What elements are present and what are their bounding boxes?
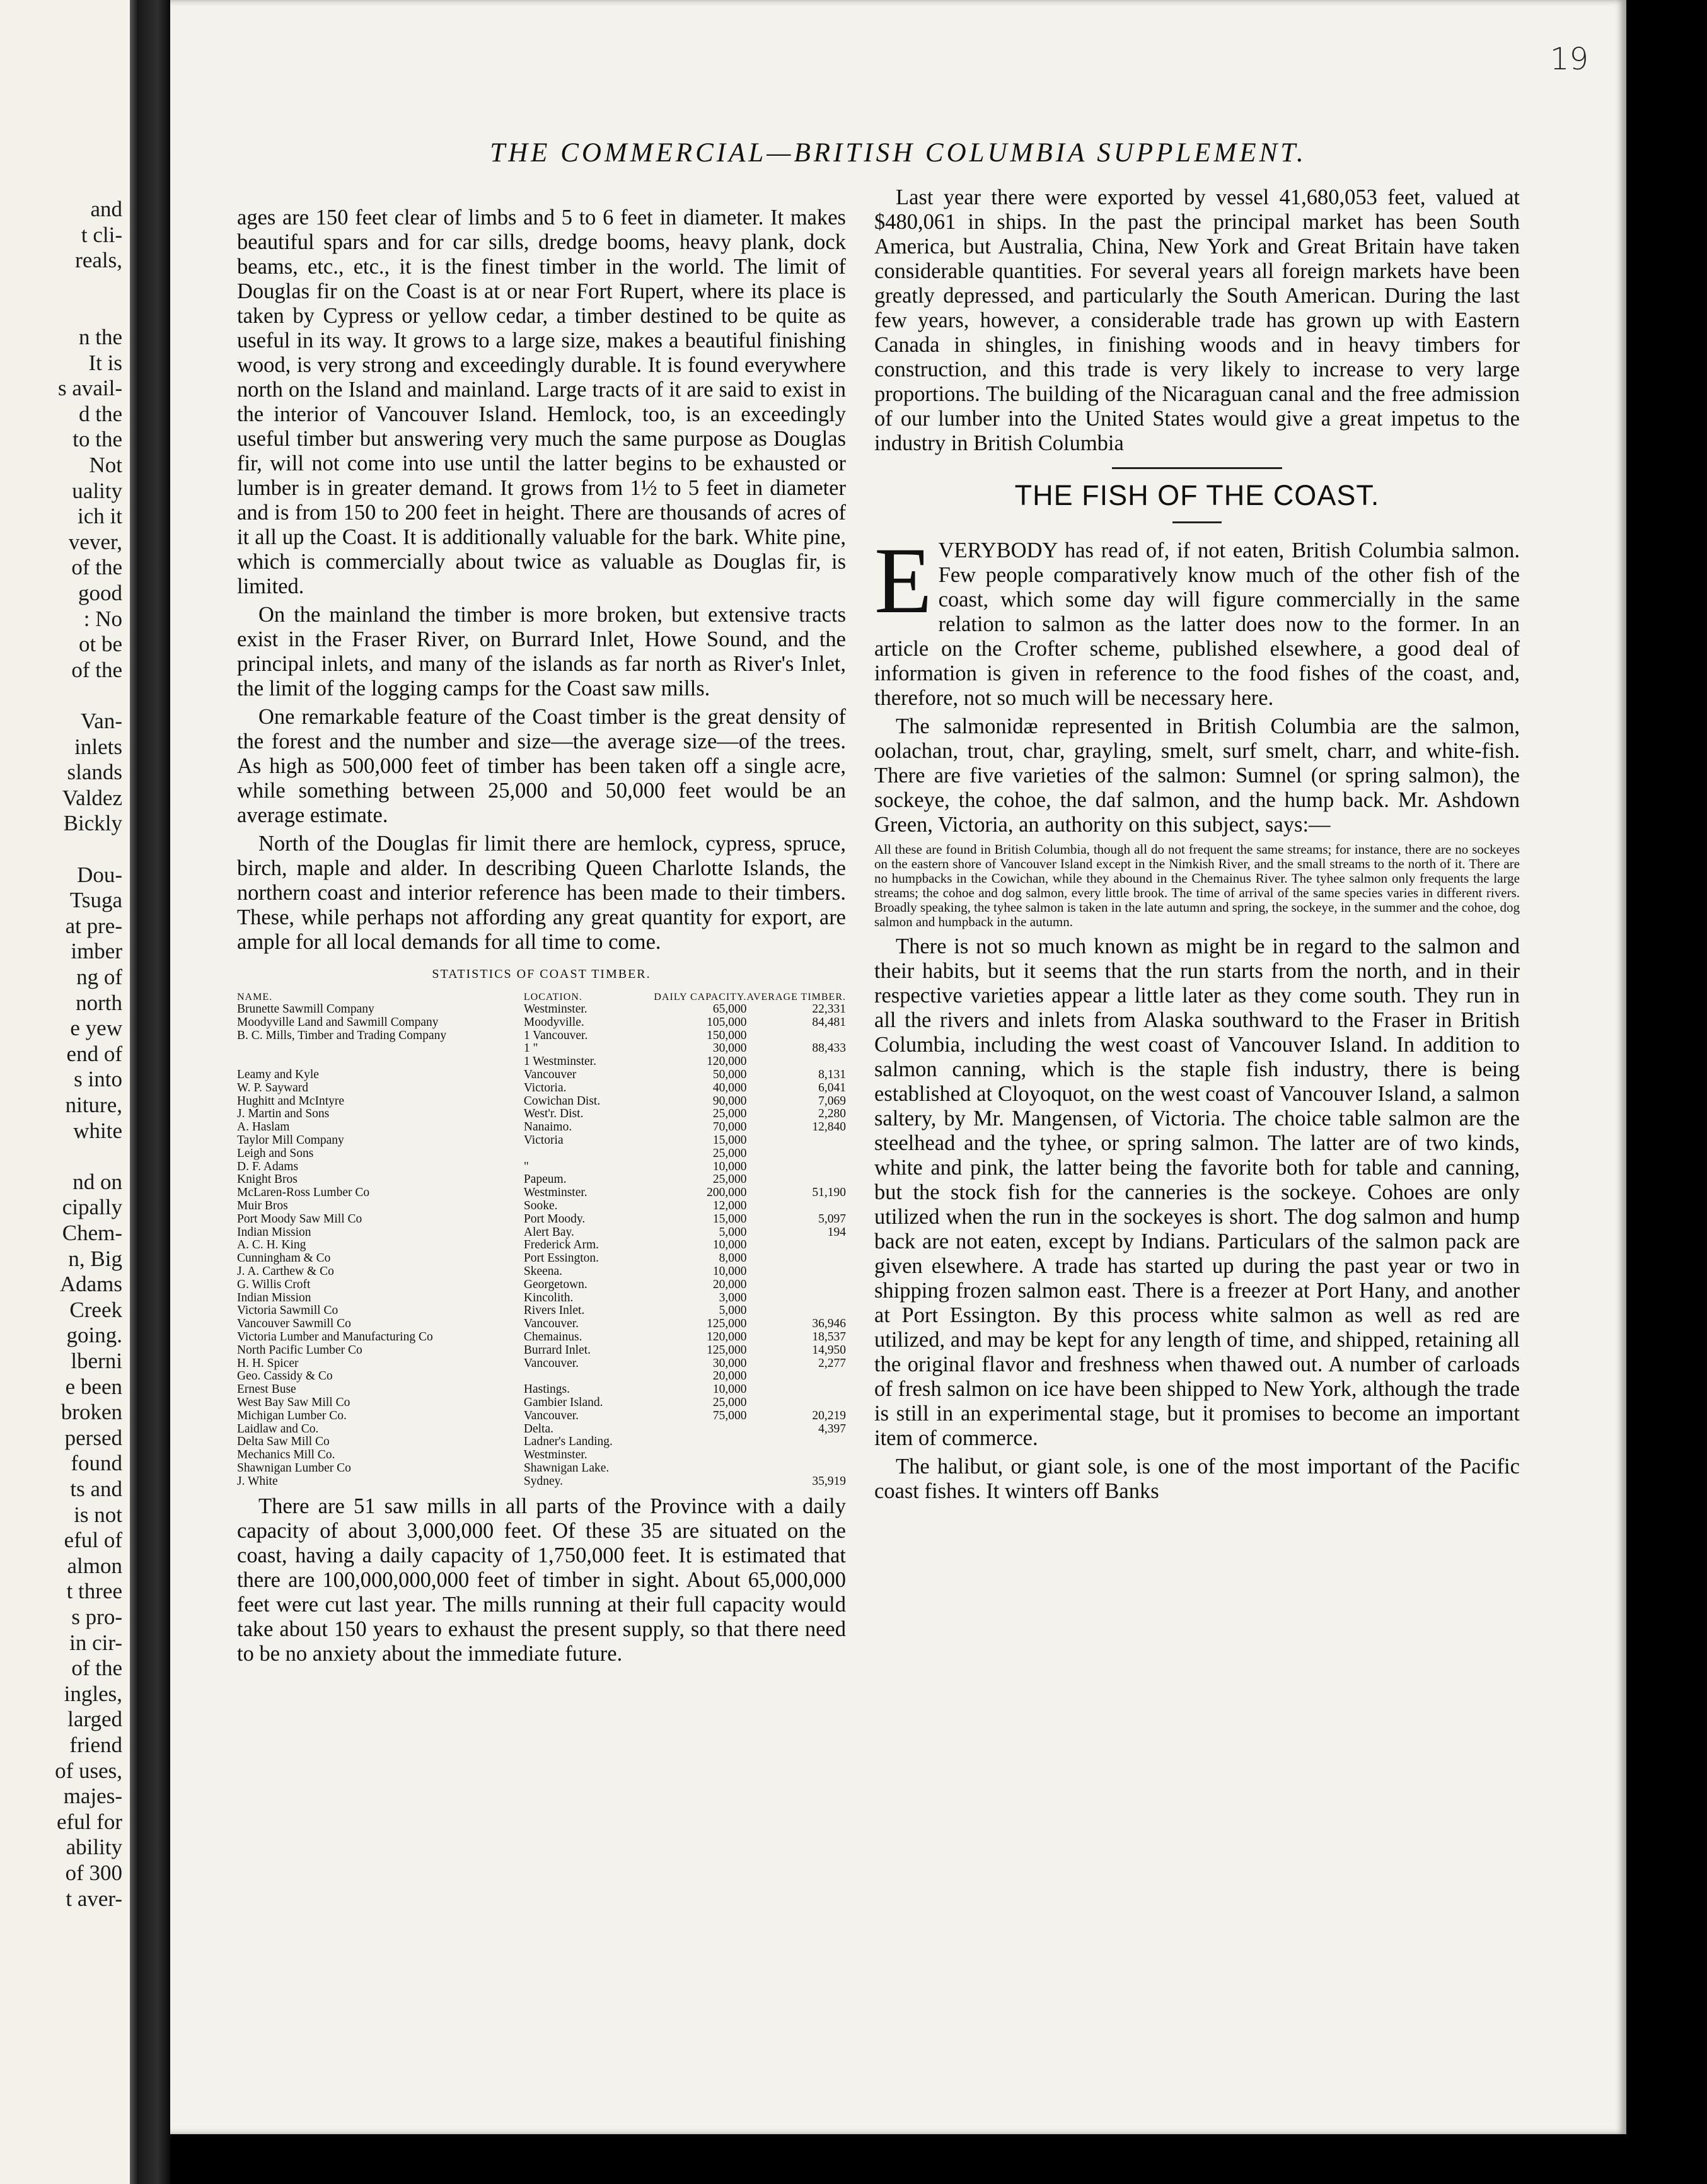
mill-location: Frederick Arm.: [523, 1238, 599, 1252]
fragment-line: of the: [71, 1656, 122, 1681]
mill-location: Alert Bay.: [523, 1225, 574, 1239]
fragment-line: end of: [66, 1041, 122, 1066]
fragment-line: d the: [78, 401, 122, 426]
mill-location: ": [523, 1159, 529, 1173]
mill-name: Mechanics Mill Co.: [237, 1448, 335, 1462]
mill-location: Moodyville.: [523, 1015, 584, 1029]
mill-location: Vancouver: [523, 1067, 577, 1081]
mill-capacity: 5,000: [719, 1225, 747, 1239]
stats-header-capacity: DAILY CAPACITY.: [654, 992, 747, 1002]
stats-row: [237, 1304, 846, 1318]
mill-location: Vancouver.: [523, 1409, 579, 1422]
mill-name: Indian Mission: [237, 1291, 311, 1304]
stats-header-location: LOCATION.: [523, 992, 582, 1002]
fragment-line: is not: [74, 1502, 122, 1527]
mill-name: A. C. H. King: [237, 1238, 306, 1252]
fragment-line: ng of: [76, 965, 122, 989]
stats-row: [237, 1121, 846, 1134]
fragment-line: to the: [72, 427, 122, 452]
mill-capacity: 25,000: [712, 1107, 747, 1121]
mill-name: North Pacific Lumber Co: [237, 1343, 362, 1357]
mill-average: [746, 1055, 846, 1069]
stats-row: [237, 1449, 846, 1462]
stats-row: [237, 1436, 846, 1449]
mill-location: Vancouver.: [523, 1317, 579, 1331]
mill-average: [746, 1370, 846, 1383]
page-edge: [130, 0, 139, 2184]
fragment-line: almon: [67, 1553, 122, 1578]
timber-paragraph-5: There are 51 saw mills in all parts of the Province with a daily capacity of about 3,000,000 feet. Of these 35 are situated on the coast, having a daily capacity of 1,750,000 feet. It is estimated that there are 100,000,000,000 feet of timber in sight. About 65,000,000 feet were cut last year. The mills running at their full capacity would take about 150 years to exhaust the present supply, so that there need to be no anxiety about the immediate future.: [237, 1494, 846, 1666]
fragment-line: t aver-: [66, 1886, 122, 1911]
stats-row: [237, 1410, 846, 1423]
fragment-line: niture,: [65, 1093, 122, 1117]
fragment-line: e been: [65, 1374, 122, 1399]
mill-capacity: 30,000: [712, 1356, 747, 1370]
stats-row: [237, 1108, 846, 1121]
mill-capacity: [654, 1462, 746, 1475]
fragment-line: Tsuga: [69, 888, 122, 913]
stats-row: [237, 1200, 846, 1213]
fragment-line: vever,: [68, 529, 122, 554]
mill-average: 18,537: [812, 1330, 846, 1344]
stats-row: [237, 1279, 846, 1292]
mill-average: [746, 1265, 846, 1279]
mill-name: J. Martin and Sons: [237, 1107, 330, 1121]
fragment-line: : No: [83, 606, 122, 631]
mill-location: Port Moody.: [523, 1212, 586, 1226]
mill-name: [237, 1042, 524, 1055]
mill-average: 2,277: [818, 1356, 846, 1370]
fragment-line: reals,: [75, 248, 122, 273]
fragment-line: imber: [71, 939, 122, 964]
stats-row: [237, 1318, 846, 1331]
mill-location: [524, 1147, 654, 1161]
mill-name: Vancouver Sawmill Co: [237, 1317, 351, 1331]
mill-name: Victoria Sawmill Co: [237, 1304, 339, 1318]
mill-average: [746, 1252, 846, 1265]
mill-average: 12,840: [812, 1120, 846, 1134]
mill-average: [746, 1147, 846, 1161]
mill-average: 8,131: [818, 1067, 846, 1081]
fragment-line: Creek: [69, 1297, 122, 1322]
stats-header-average: AVERAGE TIMBER.: [746, 992, 846, 1002]
mill-location: Cowichan Dist.: [523, 1094, 601, 1108]
fragment-line: Not: [89, 453, 122, 477]
stats-table-title: STATISTICS OF COAST TIMBER.: [432, 967, 651, 981]
fragment-line: ich it: [78, 504, 122, 529]
mill-name: A. Haslam: [237, 1120, 290, 1134]
mill-location: Westminster.: [523, 1002, 587, 1016]
fragment-line: found: [71, 1451, 122, 1476]
fragment-line: going.: [66, 1323, 122, 1348]
mill-location: Victoria: [523, 1133, 564, 1147]
mill-capacity: 12,000: [712, 1199, 747, 1212]
mill-capacity: 50,000: [712, 1067, 747, 1081]
mill-average: [746, 1397, 846, 1410]
mill-name: Ernest Buse: [237, 1383, 296, 1397]
stats-row: [237, 1265, 846, 1279]
fragment-line: Bickly: [63, 811, 122, 836]
mill-name: Hughitt and McIntyre: [237, 1094, 345, 1108]
mill-location: Nanaimo.: [523, 1120, 572, 1134]
mill-location: Port Essington.: [523, 1252, 599, 1265]
stats-row: [237, 1423, 846, 1436]
mill-name: Knight Bros: [237, 1173, 298, 1187]
fragment-line: lberni: [71, 1349, 122, 1373]
fragment-line: uality: [72, 478, 122, 503]
mill-name: Muir Bros: [237, 1199, 288, 1212]
mill-name: B. C. Mills, Timber and Trading Company: [237, 1028, 447, 1042]
mill-capacity: 200,000: [707, 1186, 747, 1200]
mill-average: [746, 1030, 846, 1043]
drop-cap: E: [874, 528, 932, 633]
stats-row: [237, 1383, 846, 1397]
mill-location: [524, 1370, 654, 1383]
fragment-line: Dou-: [77, 862, 122, 887]
mill-name: J. White: [237, 1474, 278, 1488]
mill-average: [746, 1449, 846, 1462]
right-column: [874, 185, 1520, 1507]
fragment-line: inlets: [74, 734, 122, 759]
mill-name: West Bay Saw Mill Co: [237, 1395, 350, 1409]
fish-paragraph-2: The salmonidæ represented in British Columbia are the salmon, oolachan, trout, char, grayling, smelt, surf smelt, charr, and white-fish. There are five varieties of the salmon: Sumnel (or spring salmon), the sockeye, the cohoe, the daf salmon, and the hump back. Mr. Ashdown Green, Victoria, an authority on this subject, says:—: [874, 714, 1520, 837]
fragment-line: Chem-: [62, 1221, 122, 1245]
mill-location: 1 Westminster.: [523, 1055, 596, 1069]
stats-row: [237, 1475, 846, 1489]
stats-row: [237, 1173, 846, 1187]
mill-location: Papeum.: [523, 1173, 567, 1187]
mill-capacity: 70,000: [712, 1120, 747, 1134]
mill-capacity: 20,000: [712, 1369, 747, 1383]
fragment-line: nd on: [72, 1169, 122, 1194]
mill-average: [746, 1383, 846, 1397]
mill-capacity: 120,000: [707, 1330, 747, 1344]
mill-average: 6,041: [818, 1081, 846, 1095]
mill-name: Moodyville Land and Sawmill Company: [237, 1015, 439, 1029]
mill-capacity: 10,000: [712, 1383, 747, 1397]
timber-paragraph-1: ages are 150 feet clear of limbs and 5 to 6 feet in diameter. It makes beautiful spars and for car sills, dredge booms, heavy plank, dock beams, etc., etc., it is the finest timber in the world. The limit of Douglas fir on the Coast is at or near Fort Rupert, where its place is taken by Cypress or yellow cedar, a timber destined to be quite as useful in its way. It grows to a large size, makes a beautiful finishing wood, is very strong and exceedingly durable. It is found everywhere north on the Island and mainland. Large tracts of it are said to exist in the interior of Vancouver Island. Hemlock, too, is an exceedingly useful timber but answering very much the same purpose as Douglas fir, will not come into use until the latter begins to be exhausted or lumber is in greater demand. It grows from 1½ to 5 feet in diameter and is from 150 to 200 feet in height. There are thousands of acres of it all up the Coast. It is additionally valuable for the bark. White pine, which is commercially about twice as valuable as Douglas fir, is limited.: [237, 206, 846, 598]
stats-row: [237, 1397, 846, 1410]
mill-location: Shawnigan Lake.: [523, 1461, 610, 1475]
mill-capacity: 150,000: [707, 1028, 747, 1042]
fragment-line: t three: [66, 1579, 122, 1604]
mill-location: Kincolith.: [523, 1291, 574, 1304]
mill-name: Taylor Mill Company: [237, 1133, 344, 1147]
mill-name: Geo. Cassidy & Co: [237, 1369, 333, 1383]
fragment-line: ts and: [70, 1477, 122, 1501]
mill-name: J. A. Carthew & Co: [237, 1264, 334, 1278]
mill-capacity: 5,000: [719, 1304, 747, 1318]
mill-capacity: [654, 1449, 746, 1462]
fish-paragraph-1: [874, 528, 1520, 711]
stats-row: [237, 1357, 846, 1371]
fragment-line: s pro-: [71, 1605, 122, 1629]
fragment-line: e yew: [70, 1016, 122, 1041]
mill-average: [746, 1239, 846, 1252]
stats-row: [237, 1016, 846, 1030]
mill-average: [746, 1304, 846, 1318]
running-head: THE COMMERCIAL—BRITISH COLUMBIA SUPPLEMENT.: [490, 138, 1307, 168]
fragment-line: persed: [64, 1425, 122, 1450]
mill-name: Cunningham & Co: [237, 1252, 331, 1265]
mill-name: Indian Mission: [237, 1225, 311, 1239]
mill-name: W. P. Sayward: [237, 1081, 309, 1095]
mill-capacity: 10,000: [712, 1238, 747, 1252]
mill-name: Delta Saw Mill Co: [237, 1435, 330, 1449]
mill-name: H. H. Spicer: [237, 1356, 299, 1370]
mill-location: Hastings.: [523, 1383, 570, 1397]
fragment-line: Valdez: [62, 785, 122, 810]
mill-average: [746, 1279, 846, 1292]
mill-capacity: [654, 1436, 746, 1449]
fragment-line: It is: [88, 350, 122, 375]
title-underline: [1172, 521, 1222, 523]
mill-location: Georgetown.: [523, 1277, 587, 1291]
mill-average: 22,331: [812, 1002, 846, 1016]
mill-capacity: 65,000: [712, 1002, 747, 1016]
mill-name: Port Moody Saw Mill Co: [237, 1212, 362, 1226]
mill-location: Burrard Inlet.: [523, 1343, 591, 1357]
stats-row: [237, 1095, 846, 1108]
timber-paragraph-3: One remarkable feature of the Coast timber is the great density of the forest and the number and size—the average size—of the trees. As high as 500,000 feet of timber has been taken off a single acre, while something between 25,000 and 50,000 feet would be an average estimate.: [237, 705, 846, 827]
fragment-line: and: [90, 197, 122, 221]
mill-capacity: 10,000: [712, 1159, 747, 1173]
mill-average: [746, 1436, 846, 1449]
fragment-line: at pre-: [65, 913, 122, 938]
fragment-line: broken: [61, 1400, 122, 1425]
mill-capacity: 30,000: [712, 1042, 747, 1055]
stats-row: [237, 1187, 846, 1200]
fragment-line: s into: [74, 1067, 122, 1092]
mill-name: G. Willis Croft: [237, 1277, 311, 1291]
mill-capacity: 25,000: [712, 1395, 747, 1409]
stats-row: [237, 1042, 846, 1055]
mill-name: D. F. Adams: [237, 1159, 299, 1173]
mill-average: 36,946: [812, 1317, 846, 1331]
mill-location: Chemainus.: [523, 1330, 582, 1344]
stats-row: [237, 1239, 846, 1252]
stats-row: [237, 1213, 846, 1226]
stats-row: [237, 1161, 846, 1174]
mill-name: McLaren-Ross Lumber Co: [237, 1186, 370, 1200]
fragment-line: eful of: [64, 1528, 122, 1553]
timber-paragraph-4: North of the Douglas fir limit there are hemlock, cypress, spruce, birch, maple and alder. In describing Queen Charlotte Islands, the northern coast and interior reference has been made to their timbers. These, while perhaps not affording any great quantity for export, are ample for all local demands for all time to come.: [237, 832, 846, 954]
stats-row: [237, 1370, 846, 1383]
facing-page-fragment: [0, 0, 139, 2184]
page-number: 19: [1549, 42, 1588, 77]
left-column: [237, 206, 846, 1670]
mill-average: 14,950: [812, 1343, 846, 1357]
mill-location: Vancouver.: [523, 1356, 579, 1370]
mill-name: Laidlaw and Co.: [237, 1422, 319, 1436]
fish-paragraph-3: There is not so much known as might be in regard to the salmon and their habits, but it seems that the run starts from the north, and in their respective varieties appear a little later as they come south. They run in all the rivers and inlets from Alaska southward to the Fraser in British Columbia, including the west coast of Vancouver Island. In addition to salmon canning, which is the staple fish industry, there is being established at Cloyoquot, on the west coast of Vancouver Island, a salmon saltery, by Mr. Mangensen, of Victoria. The choice table salmon are the steelhead and the tyhee, or spring salmon. The latter are of two kinds, white and pink, the latter being the favorite both for table and canning, but the stock fish for the canneries is the sockeye. Cohoes are only utilized when the run in the sockeyes is short. The dog salmon and hump back are not eaten, except by Indians. Particulars of the salmon pack are given elsewhere. A trade has started up during the past year or two in shipping frozen salmon east. There is a freezer at Port Hany, and another at Port Essington. By this process white salmon as well as red are utilized, and may be kept for any length of time, and shipped, retaining all the original flavor and freshness when thawed out. A number of carloads of fresh salmon on ice have been shipped to New York, although the trade is still in an experimental stage, but it promises to become an important item of commerce.: [874, 934, 1520, 1450]
section-divider: [1112, 467, 1282, 469]
fragment-line: majes-: [63, 1784, 122, 1809]
mill-name: [237, 1055, 524, 1069]
green-quote: All these are found in British Columbia, though all do not frequent the same streams; for instance, there are no sockeyes on the eastern shore of Vancouver Island except in the Nimkish River, and the small streams to the north of it. There are no humpbacks in the Cowichan, while they abound in the Chemainus River. The tyhee salmon only frequents the large streams; the cohoe and dog salmon, every little brook. The time of arrival of the same species varies in different rivers. Broadly speaking, the tyhee salmon is taken in the late autumn and spring, the sockeye, in the summer and the cohoe, dog salmon and humpback in the autumn.: [874, 842, 1520, 929]
fragment-line: n, Big: [68, 1246, 122, 1271]
mill-average: 2,280: [818, 1107, 846, 1121]
fragment-line: n the: [78, 325, 122, 349]
stats-row: [237, 1030, 846, 1043]
mill-capacity: 125,000: [707, 1343, 747, 1357]
fragment-line: ingles,: [64, 1681, 122, 1706]
mill-location: West'r. Dist.: [523, 1107, 584, 1121]
stats-row: [237, 1344, 846, 1357]
fragment-line: in cir-: [69, 1630, 122, 1655]
mill-capacity: 10,000: [712, 1264, 747, 1278]
stats-row: [237, 1055, 846, 1069]
fragment-line: ot be: [78, 632, 122, 657]
mill-capacity: 25,000: [712, 1173, 747, 1187]
stats-row: [237, 1082, 846, 1095]
mill-capacity: 15,000: [712, 1212, 747, 1226]
mill-average: 88,433: [812, 1042, 846, 1055]
newspaper-page: [170, 0, 1626, 2134]
stats-row: [237, 1069, 846, 1082]
stats-row: [237, 1331, 846, 1344]
mill-name: Michigan Lumber Co.: [237, 1409, 347, 1422]
fragment-line: cipally: [62, 1195, 122, 1220]
mill-average: 35,919: [812, 1474, 846, 1488]
mill-location: Westminster.: [523, 1186, 587, 1200]
mill-capacity: 3,000: [719, 1291, 747, 1304]
timber-paragraph-2: On the mainland the timber is more broken, but extensive tracts exist in the Fraser River, on Burrard Inlet, Howe Sound, and the principal inlets, and many of the islands as far north as River's Inlet, the limit of the logging camps for the Coast saw mills.: [237, 603, 846, 700]
mill-capacity: 75,000: [712, 1409, 747, 1422]
mill-capacity: 125,000: [707, 1317, 747, 1331]
mill-average: [746, 1462, 846, 1475]
fragment-line: s avail-: [57, 376, 122, 401]
export-paragraph: Last year there were exported by vessel 41,680,053 feet, valued at $480,061 in ships. In the past the principal market has been South America, but Australia, China, New York and Great Britain have taken considerable quantities. For several years all foreign markets have been greatly depressed, and particularly the South American. During the last few years, however, a considerable trade has grown up with Eastern Canada in shingles, in finishing woods and in heavy timbers for construction, and this trade is very likely to increase to very large proportions. The building of the Nicaraguan canal and the free admission of our lumber into the United States would give a great impetus to the industry in British Columbia: [874, 185, 1520, 455]
mill-average: [746, 1200, 846, 1213]
fragment-line: ability: [66, 1835, 122, 1860]
mill-location: Westminster.: [523, 1448, 587, 1462]
stats-row: [237, 1226, 846, 1240]
mill-location: Sydney.: [523, 1474, 563, 1488]
fragment-line: larged: [67, 1707, 122, 1732]
fragment-line: north: [76, 990, 122, 1015]
mill-name: Brunette Sawmill Company: [237, 1002, 374, 1016]
mill-average: 7,069: [818, 1094, 846, 1108]
mill-capacity: 20,000: [712, 1277, 747, 1291]
mill-location: Victoria.: [523, 1081, 567, 1095]
stats-row: [237, 1147, 846, 1161]
fragment-line: good: [78, 581, 122, 605]
mill-location: Sooke.: [523, 1199, 558, 1212]
fragment-line: slands: [67, 760, 122, 785]
stats-table-body: [237, 1003, 846, 1488]
book-gutter: [139, 0, 170, 2184]
mill-capacity: [654, 1475, 746, 1489]
section-title: THE FISH OF THE COAST.: [1014, 479, 1380, 511]
mill-capacity: [654, 1423, 746, 1436]
fish-paragraph-1-text: VERYBODY has read of, if not eaten, British Columbia salmon. Few people comparatively know much of the other fish of the coast, which some day will figure commercially in the same relation to salmon as the latter does now to the former. In an article on the Crofter scheme, published elsewhere, a good deal of information is given in reference to the food fishes of the coast, and, therefore, not so much will be necessary here.: [874, 538, 1520, 710]
mill-location: Gambier Island.: [523, 1395, 603, 1409]
stats-row: [237, 1003, 846, 1016]
fragment-line: of 300: [65, 1861, 122, 1885]
mill-name: Shawnigan Lumber Co: [237, 1461, 351, 1475]
stats-row: [237, 1134, 846, 1147]
mill-name: Victoria Lumber and Manufacturing Co: [237, 1330, 433, 1344]
mill-location: Ladner's Landing.: [523, 1435, 613, 1449]
mill-location: 1 ": [523, 1042, 538, 1055]
mill-average: 194: [827, 1225, 846, 1239]
mill-location: Skeena.: [523, 1264, 563, 1278]
mill-name: Leigh and Sons: [237, 1146, 314, 1160]
mill-location: Delta.: [523, 1422, 553, 1436]
fish-paragraph-4: The halibut, or giant sole, is one of the most important of the Pacific coast fishes. It winters off Banks: [874, 1455, 1520, 1503]
mill-average: 84,481: [812, 1015, 846, 1029]
mill-capacity: 8,000: [719, 1252, 747, 1265]
fragment-line: friend: [69, 1733, 122, 1757]
mill-average: 4,397: [818, 1422, 846, 1436]
mill-capacity: 90,000: [712, 1094, 747, 1108]
fragment-line: of the: [71, 657, 122, 682]
fragment-line: of uses,: [55, 1758, 122, 1783]
fragment-line: Van-: [80, 709, 122, 733]
fragment-line: Adams: [59, 1272, 122, 1297]
stats-row: [237, 1462, 846, 1475]
fragment-line: white: [73, 1118, 122, 1143]
timber-stats-table: [237, 992, 846, 1488]
mill-average: 20,219: [812, 1409, 846, 1422]
mill-average: 5,097: [818, 1212, 846, 1226]
fragment-line: t cli-: [81, 222, 122, 247]
stats-table-header-row: [237, 992, 846, 1003]
mill-location: 1 Vancouver.: [523, 1028, 588, 1042]
mill-capacity: 105,000: [707, 1015, 747, 1029]
mill-capacity: 120,000: [707, 1055, 747, 1069]
mill-average: [746, 1161, 846, 1174]
stats-header-name: NAME.: [237, 992, 273, 1002]
mill-capacity: 15,000: [712, 1133, 747, 1147]
fragment-line: eful for: [57, 1809, 122, 1834]
mill-average: [746, 1173, 846, 1187]
stats-row: [237, 1252, 846, 1265]
stats-row: [237, 1292, 846, 1305]
fragment-line: of the: [71, 555, 122, 580]
mill-capacity: 40,000: [712, 1081, 747, 1095]
mill-average: 51,190: [812, 1186, 846, 1200]
mill-average: [746, 1292, 846, 1305]
mill-location: Rivers Inlet.: [523, 1304, 585, 1318]
mill-average: [746, 1134, 846, 1147]
mill-name: Leamy and Kyle: [237, 1067, 319, 1081]
mill-capacity: 25,000: [712, 1146, 747, 1160]
